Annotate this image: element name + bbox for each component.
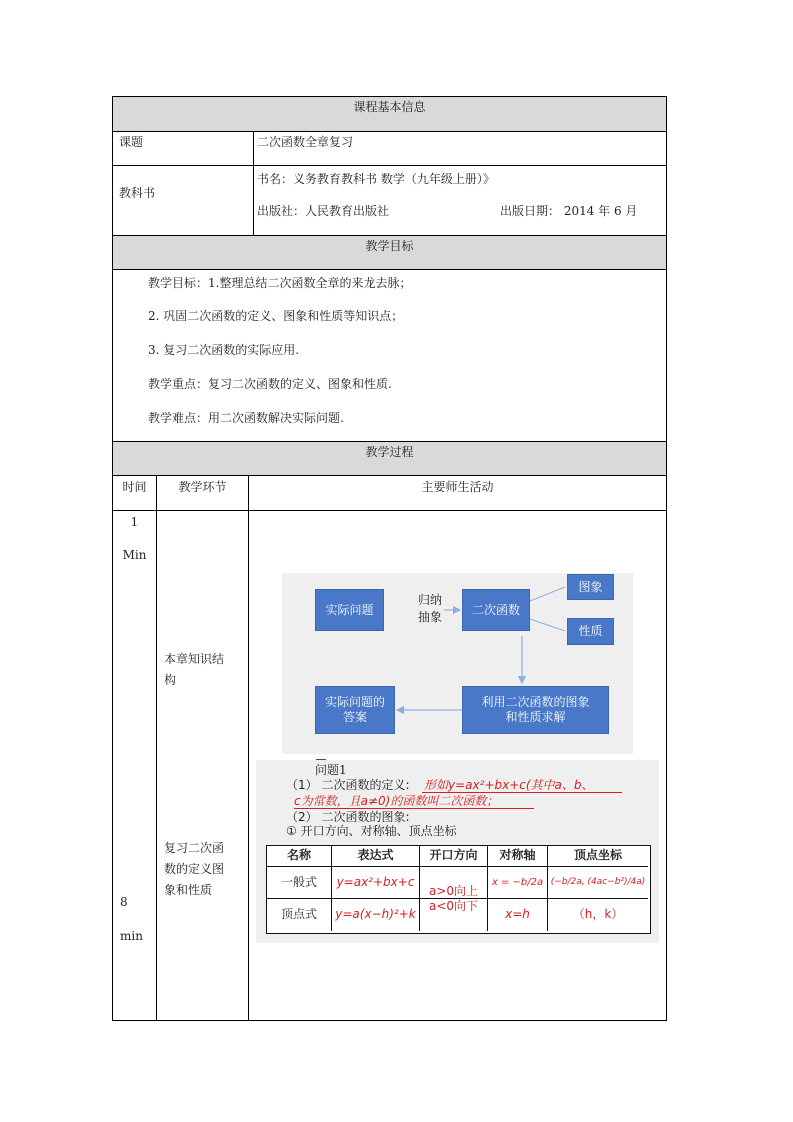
table-border bbox=[156, 475, 157, 1021]
section-title-basic-info: 课程基本信息 bbox=[353, 100, 426, 114]
table-header: 表达式 bbox=[357, 848, 394, 862]
stage-label: 构 bbox=[164, 673, 177, 687]
key-point-line: 教学重点：复习二次函数的定义、图象和性质. bbox=[148, 377, 392, 391]
stage-label: 象和性质 bbox=[164, 883, 213, 897]
box-graph: 图象 bbox=[567, 574, 614, 600]
question-1-label: （1） 二次函数的定义: bbox=[286, 778, 410, 792]
knowledge-structure-diagram bbox=[282, 573, 633, 754]
underline bbox=[294, 808, 534, 809]
question-2-label: （2） 二次函数的图象: bbox=[286, 810, 410, 824]
definition-answer: 形如y=ax²+bx+c(其中a、b、 bbox=[424, 778, 594, 792]
underline bbox=[422, 792, 622, 793]
difficulty-line: 教学难点：用二次函数解决实际问题. bbox=[148, 411, 344, 425]
time-unit: min bbox=[120, 929, 143, 943]
publisher: 出版社：人民教育出版社 bbox=[257, 204, 390, 218]
box-answer-line2: 答案 bbox=[342, 710, 367, 724]
table-cell-axis: x=h bbox=[505, 907, 530, 921]
column-header-time: 时间 bbox=[122, 480, 147, 494]
table-border bbox=[112, 269, 667, 270]
definition-review-panel bbox=[256, 760, 659, 943]
time-minutes: 8 bbox=[120, 895, 128, 909]
question-3-label: ① 开口方向、对称轴、顶点坐标 bbox=[286, 824, 457, 838]
table-cell-expression: y=a(x−h)²+k bbox=[335, 907, 416, 921]
table-border bbox=[112, 510, 667, 511]
column-header-activity: 主要师生活动 bbox=[421, 480, 494, 494]
table-cell-name: 一般式 bbox=[280, 875, 317, 889]
topic-value: 二次函数全章复习 bbox=[257, 135, 354, 149]
table-cell-vertex: （h，k） bbox=[572, 907, 624, 921]
box-quadratic-function: 二次函数 bbox=[462, 589, 530, 631]
time-minutes: 1 bbox=[130, 515, 139, 529]
table-header: 顶点坐标 bbox=[573, 848, 622, 862]
objective-line: 3. 复习二次函数的实际应用. bbox=[148, 343, 300, 357]
table-border bbox=[253, 131, 254, 236]
box-solve-line2: 和性质求解 bbox=[505, 710, 566, 724]
table-cell-vertex: (−b/2a, (4ac−b²)/4a) bbox=[550, 877, 646, 887]
stage-label: 数的定义图 bbox=[164, 862, 225, 876]
table-cell-opening: a<0向下 bbox=[428, 899, 479, 913]
table-header: 开口方向 bbox=[429, 848, 478, 862]
problem-title: 问题1 bbox=[315, 763, 347, 777]
box-real-problem: 实际问题 bbox=[315, 589, 384, 631]
stage-label: 复习二次函 bbox=[164, 841, 225, 855]
quadratic-properties-table bbox=[266, 845, 651, 934]
table-border bbox=[112, 475, 667, 476]
table-header: 对称轴 bbox=[499, 848, 536, 862]
table-border bbox=[267, 866, 648, 867]
label-abstract: 抽象 bbox=[417, 610, 442, 624]
topic-label: 课题 bbox=[119, 135, 144, 149]
box-solve-line1: 利用二次函数的图象 bbox=[481, 695, 590, 709]
table-border bbox=[248, 475, 249, 1021]
table-cell-expression: y=ax²+bx+c bbox=[336, 875, 415, 889]
box-solve-by-graph bbox=[462, 686, 609, 734]
table-cell-axis: x = −b/2a bbox=[491, 877, 544, 888]
box-problem-answer bbox=[315, 686, 395, 734]
table-border bbox=[112, 96, 667, 97]
box-property: 性质 bbox=[567, 618, 614, 645]
definition-answer: c为常数，且a≠0)的函数叫二次函数； bbox=[294, 794, 499, 808]
column-header-stage: 教学环节 bbox=[178, 480, 227, 494]
box-answer-line1: 实际问题的 bbox=[324, 695, 385, 709]
section-title-process: 教学过程 bbox=[365, 445, 414, 459]
stage-label: 本章知识结 bbox=[164, 652, 225, 666]
table-border bbox=[666, 96, 667, 1021]
publish-date: 出版日期： 2014 年 6 月 bbox=[500, 204, 638, 218]
table-cell-name: 顶点式 bbox=[280, 907, 317, 921]
section-title-objectives: 教学目标 bbox=[365, 239, 414, 253]
objective-line: 教学目标：1.整理总结二次函数全章的来龙去脉； bbox=[148, 276, 412, 290]
book-name: 书名：义务教育教科书 数学（九年级上册）》 bbox=[257, 172, 495, 186]
objective-line: 2. 巩固二次函数的定义、图象和性质等知识点； bbox=[148, 309, 404, 323]
table-border bbox=[112, 1020, 667, 1021]
table-border bbox=[112, 235, 667, 236]
table-border bbox=[112, 441, 667, 442]
table-border bbox=[112, 165, 667, 166]
time-unit: Min bbox=[122, 548, 147, 562]
textbook-label: 教科书 bbox=[119, 186, 156, 200]
table-cell-opening: a>0向上 bbox=[428, 884, 479, 898]
label-induce: 归纳 bbox=[417, 593, 442, 607]
table-border bbox=[112, 131, 667, 132]
table-header: 名称 bbox=[286, 848, 311, 862]
